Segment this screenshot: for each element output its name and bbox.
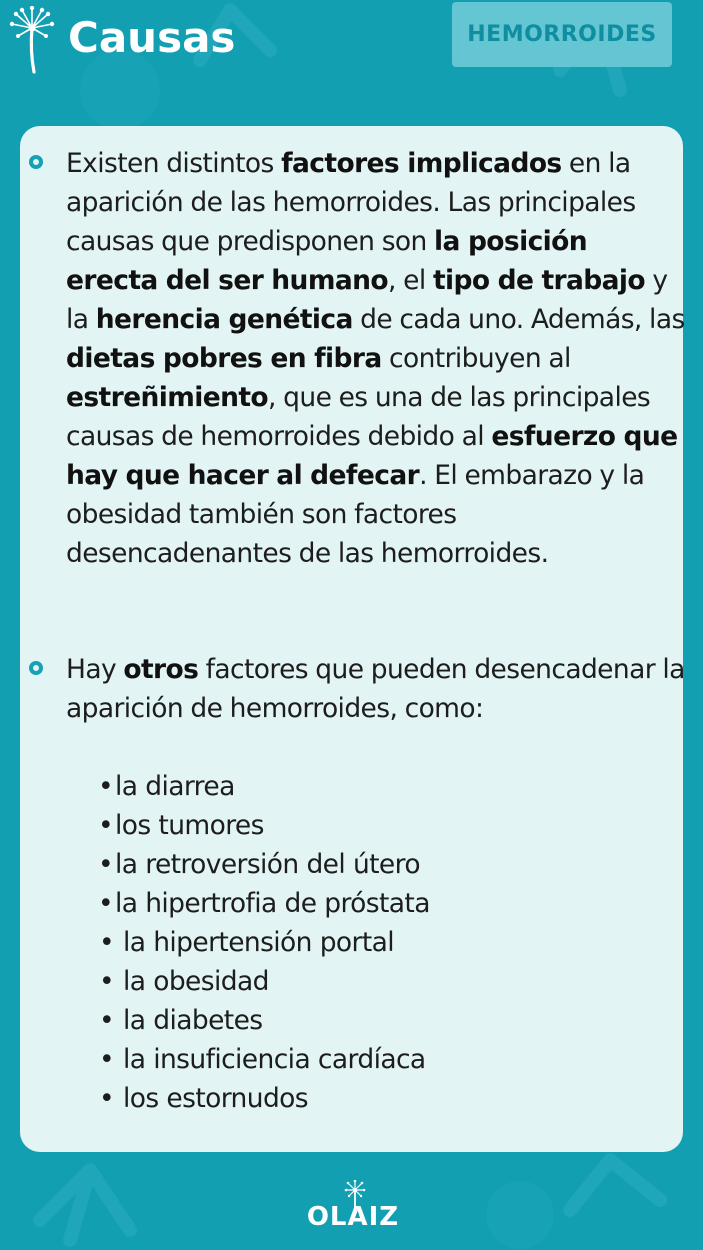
- list-item-text: la insuficiencia cardíaca: [123, 1044, 426, 1075]
- list-item-text: la obesidad: [123, 966, 269, 997]
- dot-bullet-icon: •: [98, 771, 114, 802]
- circle-bullet-icon: [29, 661, 43, 675]
- text-run: , el: [388, 265, 433, 296]
- list-item-text: la diarrea: [115, 771, 235, 802]
- text-run: de cada uno. Además, las: [352, 304, 685, 335]
- dot-bullet-icon: •: [99, 966, 115, 997]
- text-run: y la: [66, 265, 668, 335]
- dot-bullet-icon: •: [98, 810, 114, 841]
- list-item-text: los tumores: [115, 810, 264, 841]
- text-run: factores que pueden desencadenar la aparición de hemorroides, como:: [66, 654, 685, 724]
- bold-text: estreñimiento: [66, 382, 269, 413]
- list-item: [20, 767, 683, 806]
- list-item: [20, 845, 683, 884]
- list-item-text: la diabetes: [123, 1005, 263, 1036]
- dot-bullet-icon: •: [98, 888, 114, 919]
- brand-logo: [306, 1180, 400, 1232]
- brand-name: OLAIZ: [306, 1202, 400, 1232]
- causes-paragraph: [66, 144, 686, 573]
- content-card: [20, 126, 683, 1152]
- list-item: [20, 884, 683, 923]
- bold-text: esfuerzo que hay que hacer al defecar: [66, 421, 678, 491]
- other-factors-intro: [66, 650, 686, 728]
- category-badge: HEMORROIDES: [452, 2, 672, 67]
- bold-text: tipo de trabajo: [432, 265, 646, 296]
- list-item: [20, 1079, 683, 1118]
- list-item: [20, 923, 683, 962]
- page-title: Causas: [68, 13, 236, 62]
- text-run: Hay: [66, 654, 124, 685]
- list-item: [20, 1040, 683, 1079]
- list-item: [20, 1001, 683, 1040]
- list-item: [20, 806, 683, 845]
- dot-bullet-icon: •: [98, 849, 114, 880]
- list-item-text: la hipertrofia de próstata: [115, 888, 430, 919]
- list-item-text: la hipertensión portal: [123, 927, 395, 958]
- bold-text: la posición erecta del ser humano: [66, 226, 588, 296]
- bold-text: factores implicados: [281, 148, 562, 179]
- bold-text: dietas pobres en fibra: [66, 343, 382, 374]
- list-item-text: los estornudos: [123, 1083, 308, 1114]
- dot-bullet-icon: •: [99, 1083, 115, 1114]
- text-run: en la aparición de las hemorroides. Las principales causas que predisponen son: [66, 148, 636, 257]
- text-run: contribuyen al: [381, 343, 571, 374]
- other-factors-list: [20, 767, 683, 1118]
- dot-bullet-icon: •: [99, 1044, 115, 1075]
- list-item-text: la retroversión del útero: [115, 849, 420, 880]
- bold-text: otros: [123, 654, 199, 685]
- dot-bullet-icon: •: [99, 927, 115, 958]
- bold-text: herencia genética: [95, 304, 353, 335]
- dot-bullet-icon: •: [99, 1005, 115, 1036]
- list-item: [20, 962, 683, 1001]
- dandelion-logo-icon: [6, 6, 58, 76]
- text-run: , que es una de las principales causas de hemorroides debido al: [66, 382, 651, 452]
- text-run: Existen distintos: [66, 148, 282, 179]
- text-run: . El embarazo y la obesidad también son factores desencadenantes de las hemorroides.: [66, 460, 645, 569]
- circle-bullet-icon: [29, 155, 43, 169]
